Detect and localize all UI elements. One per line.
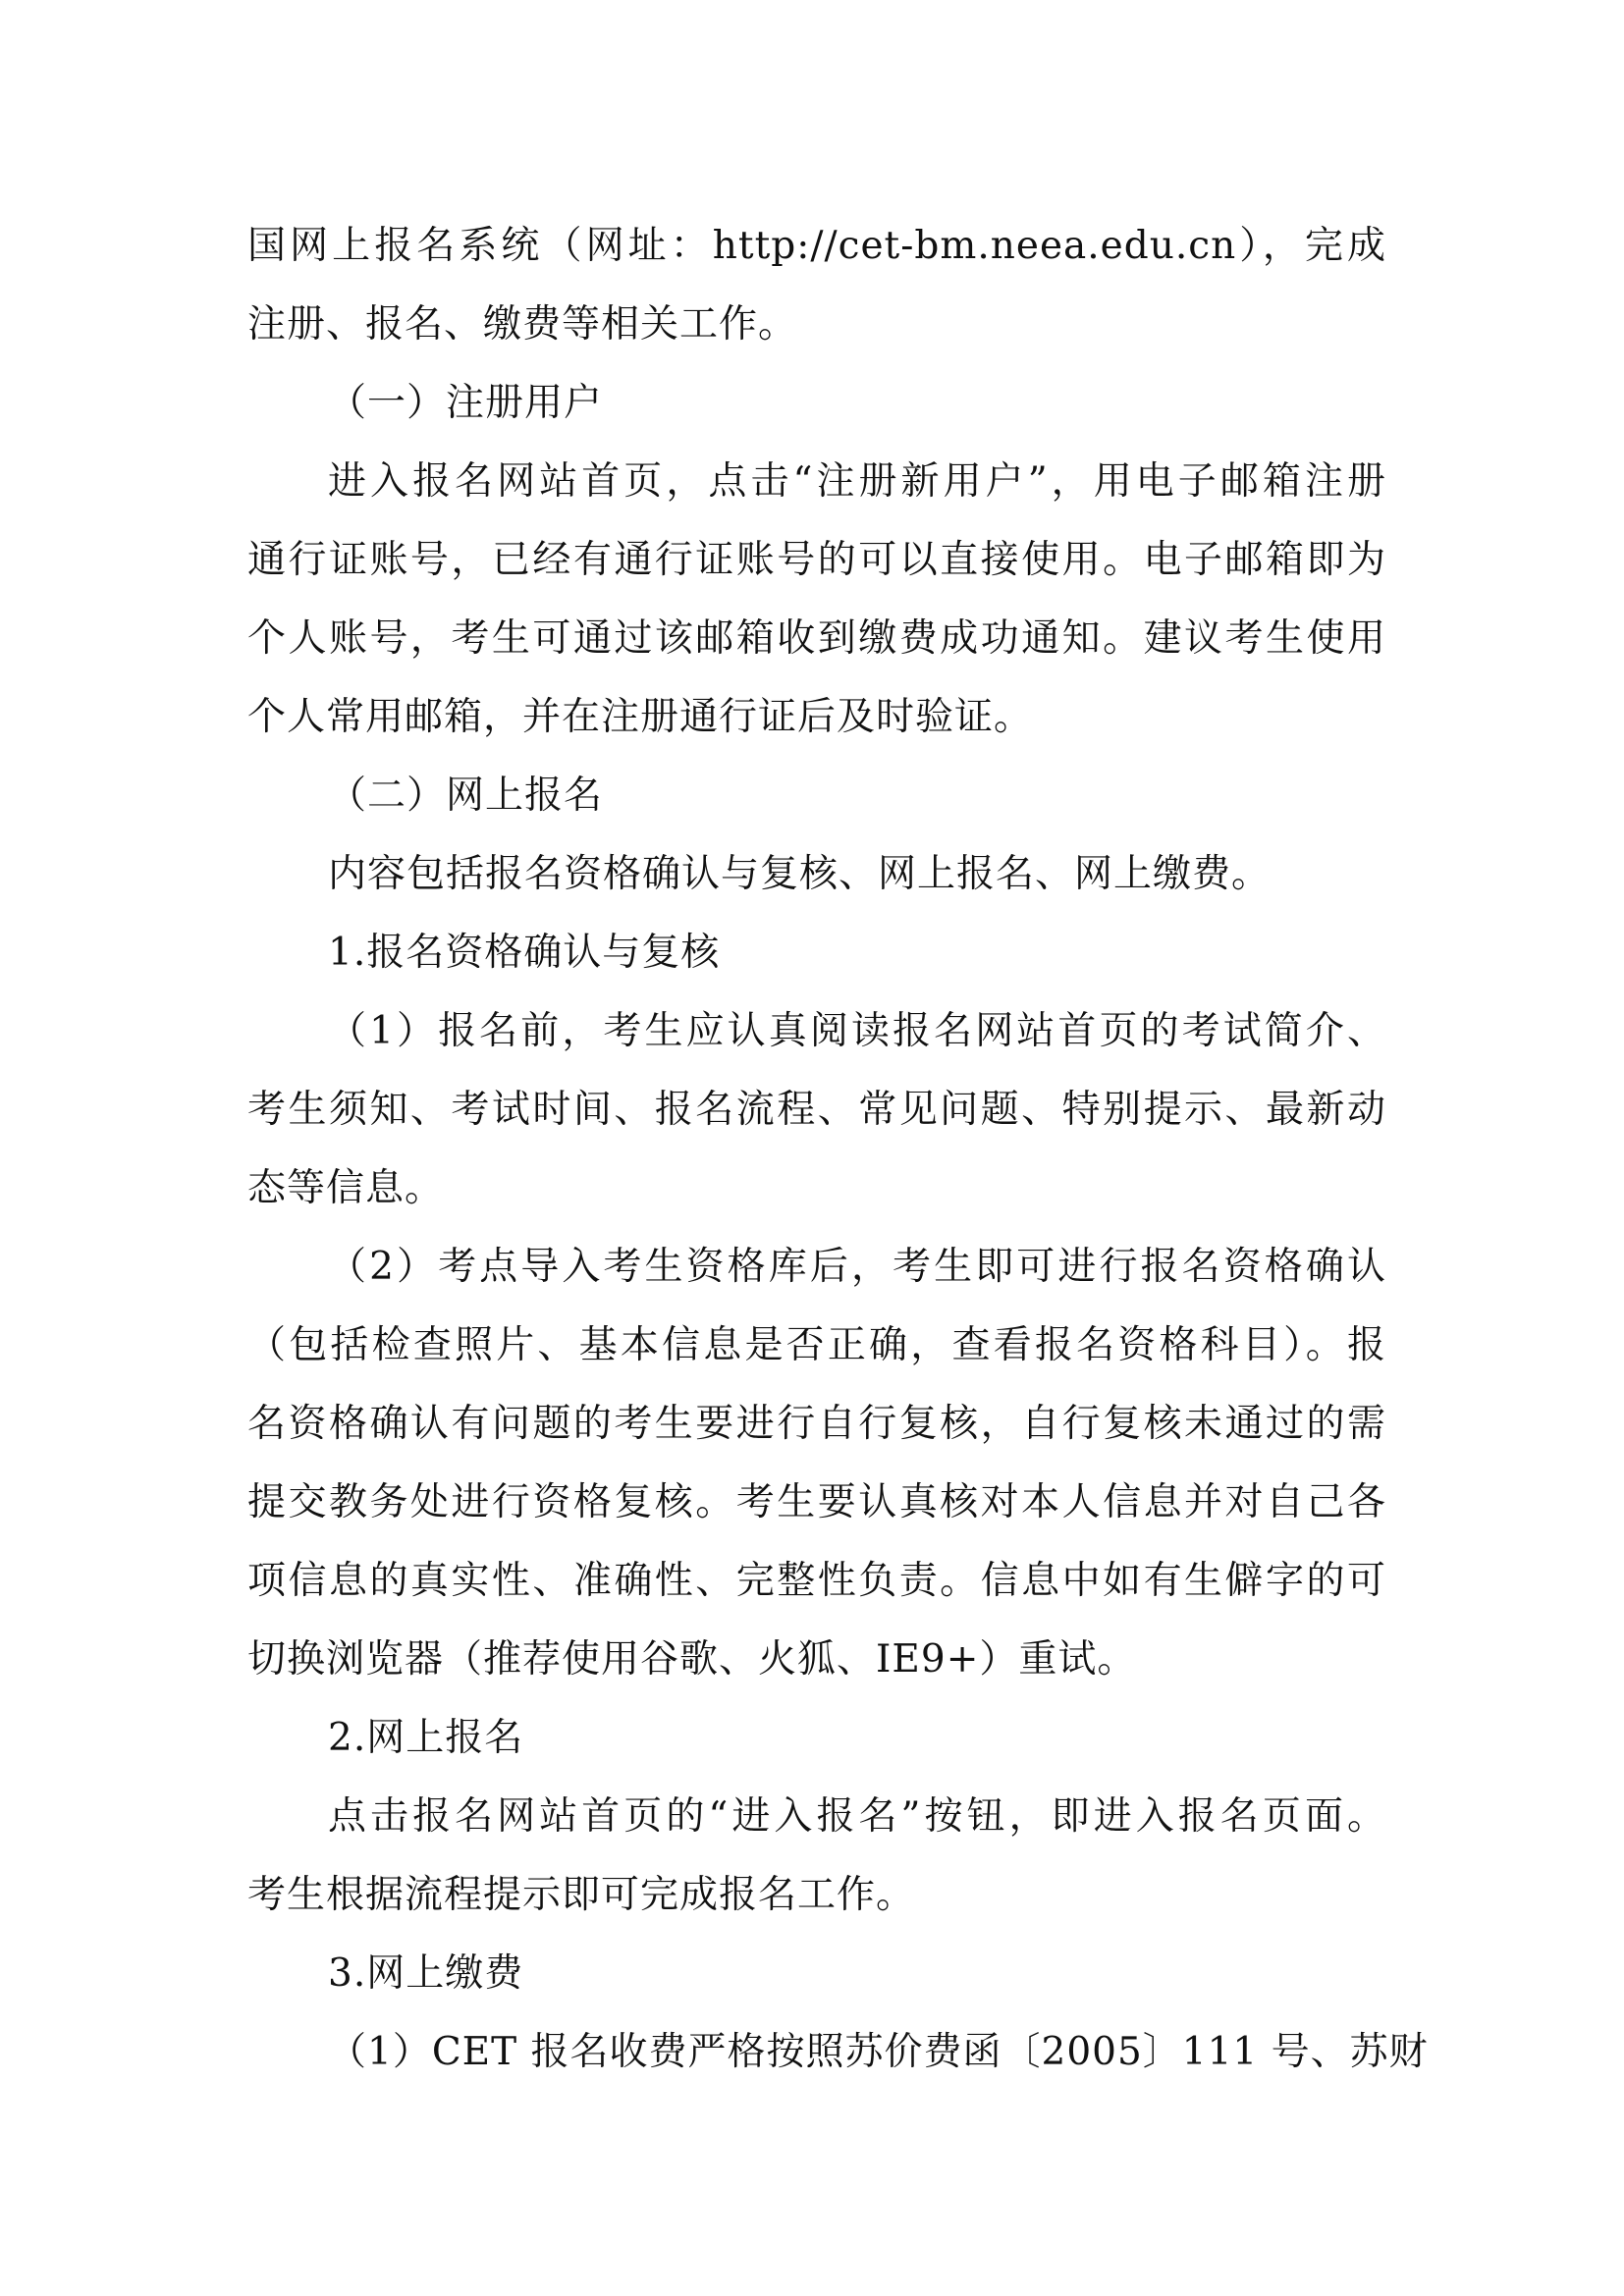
section-heading-online-registration: （二）网上报名 <box>328 774 604 818</box>
body-line-17: 提交教务处进行资格复核。考生要认真核对本人信息并对自己各 <box>247 1480 1386 1524</box>
subheading-online-payment: 3.网上缴费 <box>328 1951 524 1996</box>
body-line-1: 国网上报名系统（网址：http://cet-bm.neea.edu.cn），完成 <box>247 224 1386 268</box>
body-line-5: 通行证账号，已经有通行证账号的可以直接使用。电子邮箱即为 <box>247 538 1386 582</box>
body-line-18: 项信息的真实性、准确性、完整性负责。信息中如有生僻字的可 <box>247 1559 1386 1603</box>
body-line-4: 进入报名网站首页，点击“注册新用户”，用电子邮箱注册 <box>328 459 1386 504</box>
body-line-2: 注册、报名、缴费等相关工作。 <box>247 302 798 347</box>
section-heading-register: （一）注册用户 <box>328 381 604 425</box>
body-line-6: 个人账号，考生可通过该邮箱收到缴费成功通知。建议考生使用 <box>247 616 1386 661</box>
body-line-24: （1）CET 报名收费严格按照苏价费函〔2005〕111 号、苏财 <box>328 2030 1429 2074</box>
body-line-19: 切换浏览器（推荐使用谷歌、火狐、IE9+）重试。 <box>247 1637 1137 1682</box>
body-line-7: 个人常用邮箱，并在注册通行证后及时验证。 <box>247 695 1034 739</box>
body-line-11: （1）报名前，考生应认真阅读报名网站首页的考试简介、 <box>328 1009 1386 1053</box>
body-line-21: 点击报名网站首页的“进入报名”按钮，即进入报名页面。 <box>328 1794 1386 1839</box>
subheading-online-registration: 2.网上报名 <box>328 1716 524 1760</box>
subheading-qualification: 1.报名资格确认与复核 <box>328 931 721 975</box>
body-line-14: （2）考点导入考生资格库后，考生即可进行报名资格确认 <box>328 1245 1386 1289</box>
body-line-13: 态等信息。 <box>247 1166 445 1210</box>
body-line-16: 名资格确认有问题的考生要进行自行复核，自行复核未通过的需 <box>247 1402 1386 1446</box>
body-line-15: （包括检查照片、基本信息是否正确，查看报名资格科目）。报 <box>247 1323 1386 1367</box>
body-line-22: 考生根据流程提示即可完成报名工作。 <box>247 1873 916 1917</box>
body-line-12: 考生须知、考试时间、报名流程、常见问题、特别提示、最新动 <box>247 1088 1386 1132</box>
body-line-9: 内容包括报名资格确认与复核、网上报名、网上缴费。 <box>328 852 1272 896</box>
